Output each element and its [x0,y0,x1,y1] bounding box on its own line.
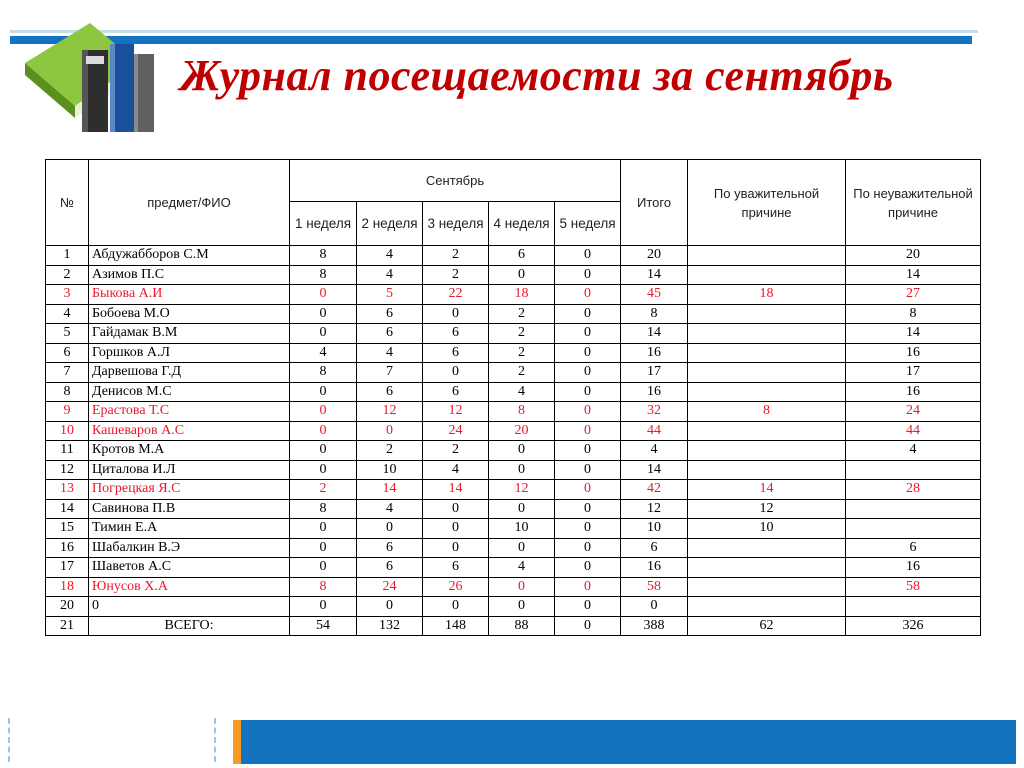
row-number: 15 [46,519,89,539]
week-5-value: 0 [555,597,621,617]
excused-value [688,343,846,363]
unexcused-value: 16 [846,558,981,578]
week-3-value: 0 [423,499,489,519]
total-row [46,616,981,636]
week-5-value: 0 [555,285,621,305]
week-1-value: 8 [290,363,357,383]
excused-value [688,558,846,578]
week-3-value: 2 [423,265,489,285]
total-value: 42 [621,480,688,500]
footer-accent-orange [233,720,241,764]
student-name: Денисов М.С [89,382,290,402]
header-row [46,160,981,202]
week-3-value: 2 [423,246,489,266]
total-value: 45 [621,285,688,305]
excused-value [688,246,846,266]
week-2-value: 10 [357,460,423,480]
excused-value [688,577,846,597]
table-row [46,538,981,558]
week-4-total: 88 [489,616,555,636]
week-4-value: 2 [489,324,555,344]
student-name: Гайдамак В.М [89,324,290,344]
week-3-value: 22 [423,285,489,305]
row-number: 2 [46,265,89,285]
week-3-value: 0 [423,363,489,383]
week-2-value: 6 [357,324,423,344]
week-2-value: 4 [357,246,423,266]
total-value: 58 [621,577,688,597]
week-5-value: 0 [555,363,621,383]
week-4-value: 0 [489,597,555,617]
week-2-value: 7 [357,363,423,383]
week-3-value: 26 [423,577,489,597]
week-5-total: 0 [555,616,621,636]
week-2-value: 6 [357,304,423,324]
week-3-value: 14 [423,480,489,500]
row-number: 17 [46,558,89,578]
week-1-value: 8 [290,246,357,266]
unexcused-value [846,519,981,539]
week-2-value: 4 [357,265,423,285]
excused-value [688,538,846,558]
total-value: 10 [621,519,688,539]
row-number: 8 [46,382,89,402]
total-value: 0 [621,597,688,617]
week-2-value: 0 [357,519,423,539]
week-5-value: 0 [555,499,621,519]
week-4-value: 20 [489,421,555,441]
unexcused-value: 14 [846,324,981,344]
footer-dash-left [8,718,12,762]
table-row [46,480,981,500]
unexcused-value: 4 [846,441,981,461]
week-4-value: 2 [489,363,555,383]
student-name: Савинова П.В [89,499,290,519]
student-name: Кашеваров А.С [89,421,290,441]
excused-value [688,304,846,324]
unexcused-value: 6 [846,538,981,558]
unexcused-value: 27 [846,285,981,305]
unexcused-value [846,499,981,519]
total-value: 20 [621,246,688,266]
week-1-value: 0 [290,558,357,578]
week-1-value: 0 [290,382,357,402]
week-5-value: 0 [555,265,621,285]
row-number: 16 [46,538,89,558]
excused-value [688,441,846,461]
week-5-value: 0 [555,558,621,578]
week-4-value: 0 [489,460,555,480]
total-value: 14 [621,460,688,480]
row-number: 9 [46,402,89,422]
student-name: Шабалкин В.Э [89,538,290,558]
unexcused-total-value: 326 [846,616,981,636]
excused-value [688,265,846,285]
student-name: Горшков А.Л [89,343,290,363]
week-4-value: 4 [489,558,555,578]
table-row [46,519,981,539]
week-3-value: 0 [423,597,489,617]
excused-value [688,363,846,383]
week-1-value: 0 [290,519,357,539]
week-5-value: 0 [555,402,621,422]
row-number: 20 [46,597,89,617]
col-header-week-3: 3 неделя [423,202,489,246]
excused-value: 12 [688,499,846,519]
student-name: Азимов П.С [89,265,290,285]
week-3-value: 6 [423,343,489,363]
excused-value [688,324,846,344]
col-header-excused: По уважительной причине [688,160,846,246]
student-name: Тимин Е.А [89,519,290,539]
row-number: 1 [46,246,89,266]
excused-value [688,382,846,402]
week-4-value: 8 [489,402,555,422]
week-2-value: 6 [357,558,423,578]
week-1-total: 54 [290,616,357,636]
week-3-value: 6 [423,382,489,402]
excused-value [688,421,846,441]
row-number: 21 [46,616,89,636]
total-value: 6 [621,538,688,558]
student-name: Циталова И.Л [89,460,290,480]
total-label: ВСЕГО: [89,616,290,636]
week-5-value: 0 [555,441,621,461]
student-name: Шаветов А.С [89,558,290,578]
week-2-value: 0 [357,421,423,441]
table-row [46,499,981,519]
row-number: 6 [46,343,89,363]
total-value: 16 [621,343,688,363]
unexcused-value: 16 [846,343,981,363]
col-header-name: предмет/ФИО [89,160,290,246]
table-row [46,363,981,383]
week-5-value: 0 [555,577,621,597]
week-1-value: 2 [290,480,357,500]
week-2-value: 4 [357,499,423,519]
table-row [46,558,981,578]
week-2-value: 6 [357,538,423,558]
unexcused-value: 8 [846,304,981,324]
total-value: 12 [621,499,688,519]
week-4-value: 4 [489,382,555,402]
total-value: 4 [621,441,688,461]
unexcused-value: 24 [846,402,981,422]
week-5-value: 0 [555,246,621,266]
unexcused-value [846,460,981,480]
table-row [46,597,981,617]
total-value: 14 [621,265,688,285]
col-header-week-2: 2 неделя [357,202,423,246]
row-number: 7 [46,363,89,383]
week-4-value: 0 [489,499,555,519]
week-1-value: 0 [290,460,357,480]
books-icon [20,8,160,136]
row-number: 12 [46,460,89,480]
col-header-unexcused: По неуважительной причине [846,160,981,246]
table-row [46,324,981,344]
grand-total-value: 388 [621,616,688,636]
week-2-value: 6 [357,382,423,402]
week-5-value: 0 [555,480,621,500]
week-3-value: 6 [423,324,489,344]
week-3-value: 4 [423,460,489,480]
table-row [46,265,981,285]
total-value: 17 [621,363,688,383]
excused-value: 10 [688,519,846,539]
total-value: 16 [621,382,688,402]
week-4-value: 0 [489,441,555,461]
excused-value: 14 [688,480,846,500]
table-row [46,577,981,597]
week-3-total: 148 [423,616,489,636]
unexcused-value: 58 [846,577,981,597]
row-number: 10 [46,421,89,441]
student-name: 0 [89,597,290,617]
table-row [46,382,981,402]
week-1-value: 0 [290,441,357,461]
week-3-value: 24 [423,421,489,441]
table-row [46,421,981,441]
week-1-value: 0 [290,285,357,305]
week-2-value: 4 [357,343,423,363]
week-3-value: 0 [423,519,489,539]
table-row [46,402,981,422]
week-5-value: 0 [555,304,621,324]
excused-value [688,460,846,480]
week-2-value: 24 [357,577,423,597]
week-5-value: 0 [555,460,621,480]
week-1-value: 0 [290,538,357,558]
week-5-value: 0 [555,382,621,402]
student-name: Ерастова Т.С [89,402,290,422]
total-value: 14 [621,324,688,344]
unexcused-value: 44 [846,421,981,441]
row-number: 5 [46,324,89,344]
week-4-value: 0 [489,577,555,597]
week-3-value: 6 [423,558,489,578]
student-name: Абдужабборов С.М [89,246,290,266]
row-number: 11 [46,441,89,461]
week-4-value: 6 [489,246,555,266]
week-4-value: 12 [489,480,555,500]
student-name: Юнусов Х.А [89,577,290,597]
week-3-value: 2 [423,441,489,461]
excused-total-value: 62 [688,616,846,636]
week-5-value: 0 [555,343,621,363]
footer-bar [241,720,1016,764]
student-name: Бобоева М.О [89,304,290,324]
table-row [46,343,981,363]
week-1-value: 0 [290,597,357,617]
col-header-week-4: 4 неделя [489,202,555,246]
week-5-value: 0 [555,519,621,539]
week-3-value: 0 [423,538,489,558]
week-1-value: 8 [290,499,357,519]
week-5-value: 0 [555,538,621,558]
table-row [46,304,981,324]
week-4-value: 0 [489,538,555,558]
row-number: 4 [46,304,89,324]
row-number: 14 [46,499,89,519]
week-1-value: 0 [290,324,357,344]
student-name: Дарвешова Г.Д [89,363,290,383]
table-row [46,441,981,461]
total-value: 8 [621,304,688,324]
week-1-value: 8 [290,577,357,597]
unexcused-value: 14 [846,265,981,285]
total-value: 44 [621,421,688,441]
week-5-value: 0 [555,421,621,441]
student-name: Быкова А.И [89,285,290,305]
table-row [46,460,981,480]
week-2-value: 2 [357,441,423,461]
unexcused-value: 28 [846,480,981,500]
week-5-value: 0 [555,324,621,344]
table-row [46,285,981,305]
row-number: 13 [46,480,89,500]
row-number: 3 [46,285,89,305]
total-value: 16 [621,558,688,578]
table-row [46,246,981,266]
row-number: 18 [46,577,89,597]
col-header-week-1: 1 неделя [290,202,357,246]
student-name: Погрецкая Я.С [89,480,290,500]
attendance-table [45,159,981,636]
table-body [46,246,981,636]
week-1-value: 0 [290,402,357,422]
col-header-num: № [46,160,89,246]
week-4-value: 0 [489,265,555,285]
unexcused-value: 16 [846,382,981,402]
week-4-value: 2 [489,343,555,363]
week-2-value: 5 [357,285,423,305]
unexcused-value: 20 [846,246,981,266]
week-3-value: 12 [423,402,489,422]
week-1-value: 0 [290,304,357,324]
student-name: Кротов М.А [89,441,290,461]
week-1-value: 4 [290,343,357,363]
week-2-value: 14 [357,480,423,500]
week-4-value: 10 [489,519,555,539]
week-4-value: 18 [489,285,555,305]
slide-title: Журнал посещаемости за сентябрь [180,51,894,100]
week-2-value: 12 [357,402,423,422]
week-1-value: 8 [290,265,357,285]
unexcused-value: 17 [846,363,981,383]
week-3-value: 0 [423,304,489,324]
footer-dash-right [214,718,218,762]
col-header-month: Сентябрь [290,160,621,202]
excused-value [688,597,846,617]
week-2-total: 132 [357,616,423,636]
excused-value: 8 [688,402,846,422]
col-header-total: Итого [621,160,688,246]
excused-value: 18 [688,285,846,305]
week-4-value: 2 [489,304,555,324]
total-value: 32 [621,402,688,422]
unexcused-value [846,597,981,617]
week-2-value: 0 [357,597,423,617]
week-1-value: 0 [290,421,357,441]
col-header-week-5: 5 неделя [555,202,621,246]
